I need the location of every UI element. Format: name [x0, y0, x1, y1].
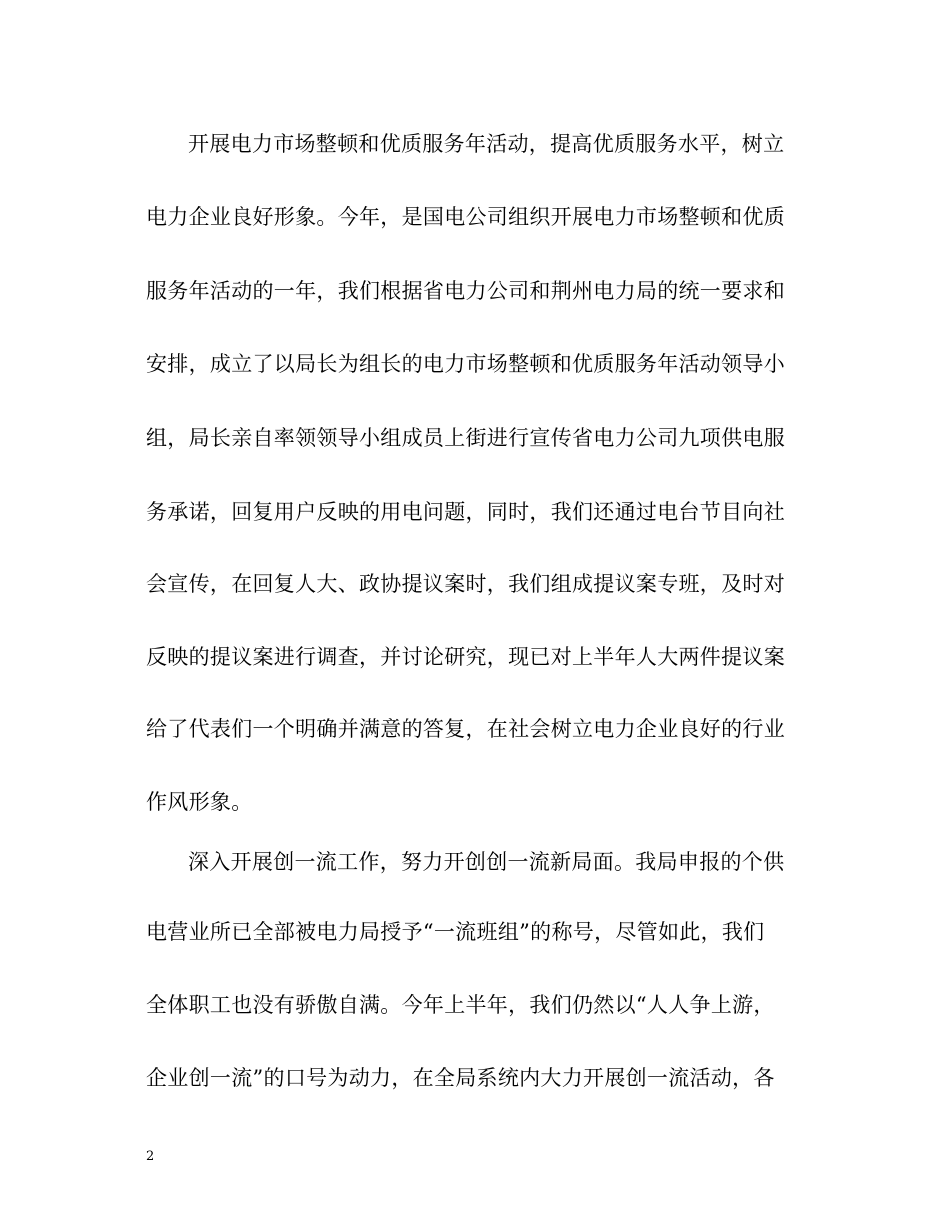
paragraph-1-line-3: 服务年活动的一年，我们根据省电力公司和荆州电力局的统一要求和 — [146, 279, 785, 303]
paragraph-1-line-6: 务承诺，回复用户反映的用电问题，同时，我们还通过电台节目向社 — [146, 500, 785, 524]
paragraph-1-line-2: 电力企业良好形象。今年，是国电公司组织开展电力市场整顿和优质 — [146, 205, 785, 229]
paragraph-1-line-9: 给了代表们一个明确并满意的答复，在社会树立电力企业良好的行业 — [146, 717, 785, 741]
paragraph-1-line-5: 组，局长亲自率领领导小组成员上街进行宣传省电力公司九项供电服 — [146, 426, 785, 450]
paragraph-2-line-3: 全体职工也没有骄傲自满。今年上半年，我们仍然以“人人争上游， — [146, 993, 775, 1017]
paragraph-2-line-2: 电营业所已全部被电力局授予“一流班组”的称号，尽管如此，我们 — [146, 920, 765, 944]
paragraph-1-line-1: 开展电力市场整顿和优质服务年活动，提高优质服务水平，树立 — [188, 132, 785, 156]
paragraph-2-line-4: 企业创一流”的口号为动力，在全局系统内大力开展创一流活动，各 — [146, 1066, 775, 1090]
paragraph-2-line-1: 深入开展创一流工作，努力开创创一流新局面。我局申报的个供 — [188, 850, 785, 874]
paragraph-1-line-10: 作风形象。 — [146, 790, 253, 814]
page-number: 2 — [146, 1149, 155, 1164]
paragraph-1-line-4: 安排，成立了以局长为组长的电力市场整顿和优质服务年活动领导小 — [146, 352, 785, 376]
paragraph-1-line-8: 反映的提议案进行调查，并讨论研究，现已对上半年人大两件提议案 — [146, 645, 785, 669]
paragraph-1-line-7: 会宣传，在回复人大、政协提议案时，我们组成提议案专班，及时对 — [146, 572, 785, 596]
